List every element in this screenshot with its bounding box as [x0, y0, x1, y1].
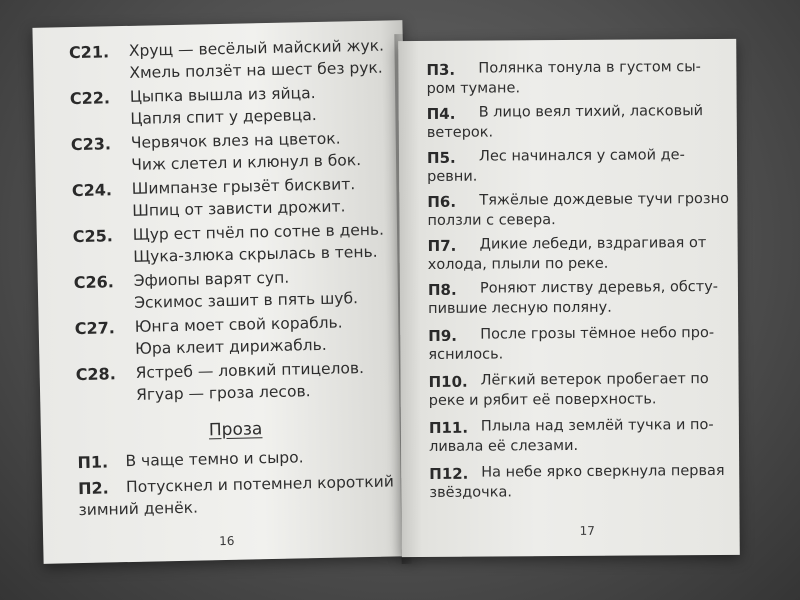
entry-line: Плыла над землёй тучка и по- [480, 416, 714, 435]
entry-line: яснилось. [428, 346, 504, 363]
entry-label: П10. [428, 372, 468, 391]
entry-line: пившие лесную поляну. [428, 299, 612, 317]
entry-line: Лес начинался у самой де- [478, 147, 685, 165]
entry-line: В чаще темно и сыро. [125, 448, 304, 471]
entry-label: С28. [75, 364, 116, 385]
entry-line: ливала её слезами. [428, 437, 579, 455]
entry-line: ревни. [427, 168, 478, 185]
entry-line: Полянка тонула в густом сы- [478, 59, 701, 77]
entry-line: Цыпка вышла из яйца. [129, 84, 316, 106]
entry-line: Щур ест пчёл по сотне в день. [132, 220, 385, 244]
entry-label: П12. [429, 464, 469, 483]
entry-line: холода, плыли по реке. [427, 255, 609, 273]
entry-line: зимний денёк. [78, 498, 199, 520]
entry-label: П11. [428, 418, 469, 437]
entry-label: П1. [77, 452, 109, 473]
entry-label: П6. [427, 192, 457, 211]
entry-label: С22. [69, 88, 111, 109]
entry-line: Юнга моет свой корабль. [134, 313, 343, 336]
entry-label: С27. [74, 318, 116, 339]
left-page [32, 20, 413, 564]
page-number: 17 [579, 523, 595, 538]
entry-line: Чиж слетел и клюнул в бок. [131, 151, 362, 174]
entry-label: С26. [73, 272, 115, 293]
entry-line: звёздочка. [429, 484, 513, 501]
entry-line: На небе ярко сверкнула первая [481, 462, 725, 481]
entry-line: Щука-злюка скрылась в тень. [133, 242, 378, 266]
entry-label: С21. [68, 42, 110, 63]
right-page [398, 39, 740, 557]
entry-line: Ястреб — ловкий птицелов. [135, 359, 365, 382]
entry-line: Дикие лебеди, вздрагивая от [479, 235, 707, 253]
entry-line: Хмель ползёт на шест без рук. [129, 58, 383, 82]
entry-label: П9. [428, 326, 458, 345]
entry-line: Юра клеит дирижабль. [134, 335, 327, 358]
entry-line: После грозы тёмное небо про- [480, 324, 715, 343]
entry-label: П2. [77, 478, 109, 499]
entry-line: реке и рябит её поверхность. [428, 391, 657, 409]
page-number: 16 [219, 533, 235, 549]
entry-line: Шпиц от зависти дрожит. [132, 197, 346, 220]
entry-label: П3. [426, 60, 456, 79]
entry-label: П7. [427, 236, 457, 255]
entry-line: Червячок влез на цветок. [130, 129, 341, 152]
entry-label: П5. [426, 148, 456, 167]
entry-line: Тяжёлые дождевые тучи грозно [479, 190, 729, 209]
entry-line: Потускнел и потемнел короткий [125, 472, 395, 497]
entry-label: С23. [70, 134, 112, 155]
entry-line: Эскимос зашит в пять шуб. [134, 289, 359, 312]
entry-label: П8. [427, 280, 457, 299]
entry-line: Лёгкий ветерок пробегает по [480, 371, 709, 389]
entry-label: С25. [72, 226, 114, 247]
entry-label: С24. [71, 180, 113, 201]
entry-line: В лицо веял тихий, ласковый [478, 103, 704, 121]
entry-line: Ягуар — гроза лесов. [135, 382, 311, 404]
entry-line: Шимпанзе грызёт бисквит. [131, 175, 356, 198]
entry-line: ром тумане. [426, 80, 521, 97]
entry-line: Эфиопы варят суп. [133, 268, 290, 290]
entry-line: Роняют листву деревья, обсту- [479, 278, 719, 297]
entry-line: ветерок. [426, 124, 494, 141]
entry-line: ползли с севера. [427, 212, 556, 229]
section-heading-prose: Проза [208, 419, 263, 441]
entry-line: Цапля спит у деревца. [130, 106, 317, 128]
entry-label: П4. [426, 104, 456, 123]
entry-line: Хрущ — весёлый майский жук. [128, 36, 385, 60]
